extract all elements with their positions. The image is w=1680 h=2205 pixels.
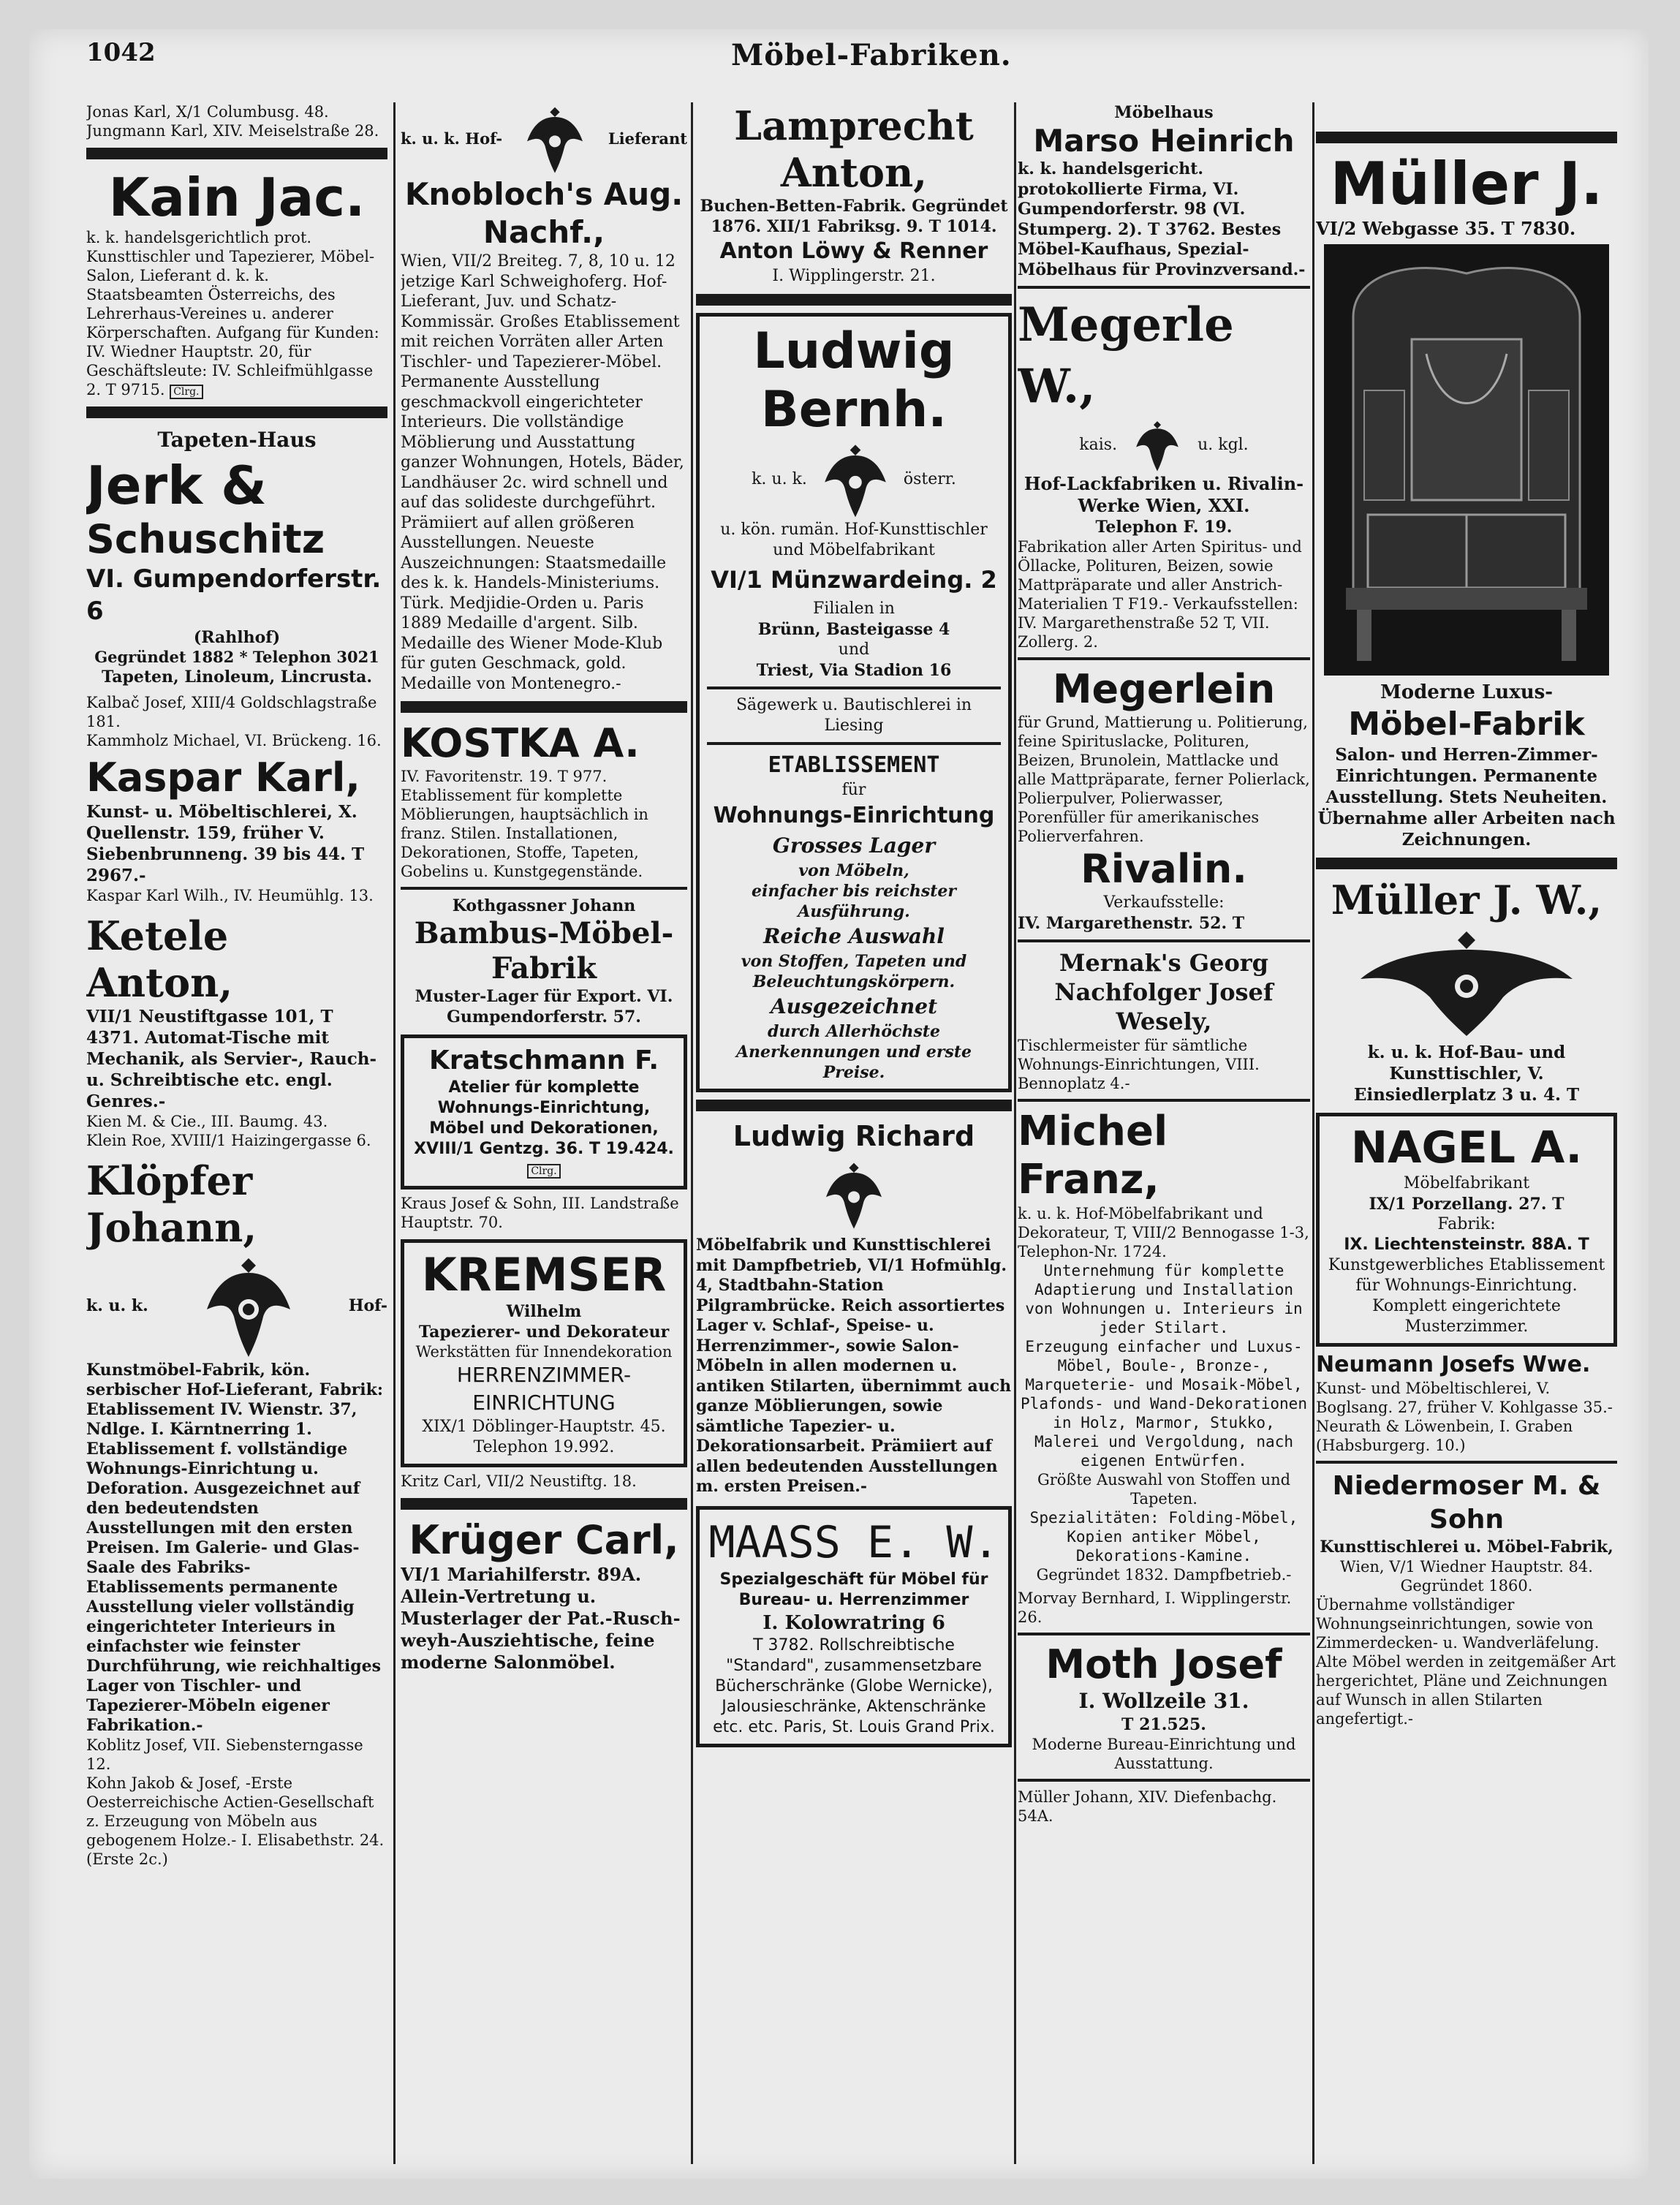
- mernak-name: Mernak's Georg: [1059, 949, 1269, 977]
- entry-morvay: Morvay Bernhard, I. Wipplingerstr. 26.: [1018, 1589, 1292, 1626]
- michel-text: k. u. k. Hof-Möbelfabrikant und Dekorateur, T, VIII/2 Bennogasse 1-3, Telephon-Nr. 1724.: [1018, 1205, 1309, 1260]
- ludwig-bernh-ad: [696, 313, 1012, 1092]
- jerk-name-2: Schuschitz: [86, 516, 325, 562]
- double-eagle-icon: [201, 1251, 296, 1361]
- lowy-addr: I. Wipplingerstr. 21.: [772, 267, 936, 285]
- lager-1: Grosses Lager: [772, 833, 936, 858]
- kremser-ad: [401, 1239, 687, 1467]
- kruger-text: VI/1 Mariahilferstr. 89A. Allein-Vertretung u. Musterlager der Pat.-Rusch-weyh-Ausziehtische, feine moderne Salonmöbel.: [401, 1564, 681, 1673]
- entry-kaspar-wilh: Kaspar Karl Wilh., IV. Heumühlg. 13.: [86, 887, 374, 904]
- klopfer-emblem-row: [86, 1251, 387, 1361]
- marso-text: k. k. handelsgericht. protokollierte Firma, VI. Gumpendorferstr. 98 (VI. Stumperg. 2). T 3762. Bestes Möbel-Kaufhaus, Spezial-Möbelhaus für Provinzversand.-: [1018, 159, 1306, 279]
- richard-text: Möbelfabrik und Kunsttischlerei mit Dampfbetrieb, VI/1 Hofmühlg. 4, Stadtbahn-Station Pilgrambrücke. Reich assortiertes Lager v. Schlaf-, Speise- u. Herrenzimmer-, sowie Salon-Möbeln in allen modernen u. antiken Stilarten, übernimmt auch ganze Möblierungen, sowie sämtliche Tapezier- u. Dekorationsarbeit. Prämiiert auf allen bedeutenden Ausstellungen m. ersten Preisen.-: [696, 1236, 1012, 1496]
- ketele-text: VII/1 Neustiftgasse 101, T 4371. Automat-Tische mit Mechanik, als Servier-, Rauch- u. Schreibtische etc. engl. Genres.-: [86, 1007, 377, 1111]
- ludwig-saeg: Sägewerk u. Bautischlerei in Liesing: [735, 696, 972, 735]
- michel-gegr: Gegründet 1832. Dampfbetrieb.-: [1036, 1566, 1292, 1584]
- ludwig-triest: Triest, Via Stadion 16: [756, 661, 952, 680]
- kostka-name: KOSTKA A.: [401, 720, 640, 766]
- divider: [696, 294, 1012, 306]
- nagel-addr: IX/1 Porzellang. 27. T: [1369, 1195, 1564, 1214]
- column-divider: [1312, 102, 1314, 2164]
- megerle-tel: Telephon F. 19.: [1095, 518, 1233, 537]
- double-eagle-icon: [1132, 417, 1183, 473]
- knob-lieferant: Lieferant: [608, 129, 687, 148]
- rivalin-vk: Verkaufsstelle:: [1103, 893, 1225, 912]
- kostka-text: IV. Favoritenstr. 19. T 977. Etablissement für komplette Möblierungen, hauptsächlich in franz. Stilen. Installationen, Dekorationen, Stoffe, Tapeten, Gobelins u. Kunstgegenstände.: [401, 768, 648, 880]
- moth-name: Moth Josef: [1045, 1641, 1282, 1687]
- ludwig-bernh-name: Ludwig Bernh.: [753, 322, 955, 439]
- entry-muller-johann: Müller Johann, XIV. Diefenbachg. 54A.: [1018, 1788, 1277, 1825]
- klopfer-text: Kunstmöbel-Fabrik, kön. serbischer Hof-Lieferant, Fabrik: Etablissement IV. Wienstr. 37, Ndlge. I. Kärntnerring 1. Etablissement f. vollständige Wohnungs-Einrichtung u. Deforation. Ausgezeichnet auf den bedeutendsten Ausstellungen mit den ersten Preisen. Im Galerie- und Glas-Saale des Fabriks-Etablissements permanente Ausstellung vieler vollständig eingerichteter Interieurs in einfachster wie feinster Durchführung, wie reichhaltiges Lager von Tischler- und Tapezierer-Möbeln eigener Fabrikation.-: [86, 1361, 383, 1735]
- divider: [401, 701, 687, 713]
- ludwig-roman: u. kön. rumän. Hof-Kunsttischler: [720, 521, 988, 539]
- neumann-text: Kunst- und Möbeltischlerei, V. Boglsang. 27, früher V. Kohlgasse 35.-: [1316, 1380, 1613, 1416]
- muller-name: Müller J.: [1330, 150, 1603, 218]
- nieder-text: Übernahme vollständiger Wohnungseinrichtungen, sowie von Zimmerdecken- u. Wandverläfelung. Alte Möbel werden in zeitgemäßer Art hergerichtet, Pläne und Zeichnungen auf Wunsch in allen Stilarten angefertigt.-: [1316, 1596, 1616, 1728]
- megerle-kais: kais.: [1079, 436, 1118, 454]
- column-1: [86, 102, 387, 2179]
- mullerjw-text: k. u. k. Hof-Bau- und Kunsttischler, V. Einsiedlerplatz 3 u. 4. T: [1353, 1043, 1580, 1105]
- mernak-text: Tischlermeister für sämtliche Wohnungs-Einrichtungen, VIII. Bennoplatz 4.-: [1018, 1037, 1260, 1092]
- nagel-text-2: Komplett eingerichtete Musterzimmer.: [1372, 1297, 1561, 1336]
- page-number: 1042: [86, 38, 156, 67]
- knob-emblem-row: [401, 102, 687, 175]
- kain-name: Kain Jac.: [108, 167, 366, 228]
- moth-addr: I. Wollzeile 31.: [1078, 1689, 1249, 1713]
- entry-kohn: Kohn Jakob & Josef, -Erste Oesterreichische Actien-Gesellschaft z. Erzeugung von Möbeln aus gebogenem Holze.- I. Elisabethstr. 24. (Erste 2c.): [86, 1774, 385, 1868]
- jerk-sub: (Rahlhof): [193, 628, 281, 647]
- kremser-addr: XIX/1 Döblinger-Hauptstr. 45.: [422, 1418, 666, 1436]
- stoffe: von Stoffen, Tapeten und Beleuchtungskörpern.: [741, 952, 967, 991]
- ausg: Ausgezeichnet: [770, 994, 938, 1018]
- double-eagle-icon: [819, 439, 892, 520]
- cabinet-illustration: [1324, 244, 1609, 676]
- entry-kalbac: Kalbač Josef, XIII/4 Goldschlagstraße 181.: [86, 694, 377, 730]
- rivalin-addr: IV. Margarethenstr. 52. T: [1018, 914, 1245, 933]
- megerle-name: Megerle W.,: [1018, 298, 1234, 414]
- column-divider: [691, 102, 693, 2164]
- muller-adv-2: Möbel-Fabrik: [1348, 706, 1585, 743]
- column-4: [1018, 102, 1310, 2179]
- kruger-name: Krüger Carl,: [409, 1517, 679, 1563]
- koth-text: Muster-Lager für Export. VI. Gumpendorferstr. 57.: [415, 987, 673, 1026]
- megerle-emblem-row: [1018, 417, 1310, 473]
- kremser-prof: Tapezierer- und Dekorateur: [418, 1323, 670, 1342]
- divider: [1018, 939, 1310, 942]
- double-eagle-icon: [1357, 928, 1576, 1037]
- divider: [1018, 1779, 1310, 1782]
- megerlein-text: für Grund, Mattierung u. Politierung, feine Spirituslacke, Polituren, Beizen, Brunolein, Mattlacke und alle Mattpräparate, ferner Polierlack, Polierpulver, Polierwasser, Porenfüller für amerikanisches Polierverfahren.: [1018, 714, 1310, 845]
- clrg-badge: Clrg.: [170, 385, 203, 399]
- column-3: [696, 102, 1012, 2179]
- divider: [401, 887, 687, 890]
- nagel-sub: Möbelfabrikant: [1403, 1174, 1530, 1192]
- michel-grosste: Größte Auswahl von Stoffen und Tapeten.: [1037, 1471, 1291, 1508]
- kremser-tel: Telephon 19.992.: [473, 1438, 615, 1456]
- divider: [1018, 286, 1310, 289]
- lager-2: von Möbeln,: [798, 861, 909, 880]
- column-2: [401, 102, 687, 2179]
- nagel-text: Kunstgewerbliches Etablissement für Wohnungs-Einrichtung.: [1328, 1256, 1605, 1295]
- megerlein-name: Megerlein: [1052, 666, 1276, 712]
- knob-name: Knobloch's Aug. Nachf.,: [404, 176, 684, 250]
- jerk-tel: Gegründet 1882 * Telephon 3021: [94, 648, 379, 666]
- kremser-spec: HERRENZIMMER-EINRICHTUNG: [456, 1363, 632, 1415]
- lamprecht-text: Buchen-Betten-Fabrik. Gegründet 1876. XII/1 Fabriksg. 9. T 1014.: [700, 197, 1008, 236]
- etab-wohn: Wohnungs-Einrichtung: [713, 803, 995, 828]
- kratschmann-ad: [401, 1035, 687, 1190]
- jerk-addr: VI. Gumpendorferstr. 6: [86, 564, 382, 626]
- maass-ad: [696, 1506, 1012, 1747]
- ludwig-oster: österr.: [903, 470, 956, 488]
- knob-text: Wien, VII/2 Breiteg. 7, 8, 10 u. 12 jetzige Karl Schweighoferg. Hof-Lieferant, Juv. und Schatz-Kommissär. Großes Etablissement mit reichen Vorräten aller Arten Tischler- und Tapezierer-Möbel. Permanente Ausstellung geschmackvoll eingerichteter Interieurs. Die vollständige Möblierung und Ausstattung ganzer Wohnungen, Hotels, Bäder, Landhäuser 2c. wird schnell und auf das solideste durchgeführt. Prämiiert auf allen größeren Ausstellungen. Neueste Auszeichnungen: Staatsmedaille des k. k. Handels-Ministeriums. Türk. Medjidie-Orden u. Paris 1889 Medaille d'argent. Silb. Medaille des Wiener Mode-Klub für guten Geschmack, gold. Medaille von Montenegro.-: [401, 252, 684, 693]
- double-eagle-icon: [522, 102, 588, 175]
- entry-kraus: Kraus Josef & Sohn, III. Landstraße Hauptstr. 70.: [401, 1195, 679, 1231]
- lager-3: einfacher bis reichster: [752, 882, 956, 901]
- divider: [401, 1498, 687, 1510]
- rivalin-name: Rivalin.: [1081, 846, 1247, 892]
- knob-kuk: k. u. k. Hof-: [401, 129, 503, 148]
- nieder-name: Niedermoser M. & Sohn: [1332, 1471, 1601, 1535]
- michel-spez: Spezialitäten: Folding-Möbel, Kopien antiker Möbel, Dekorations-Kamine.: [1029, 1509, 1298, 1565]
- clrg-badge: Clrg.: [527, 1164, 560, 1179]
- divider: [707, 687, 1001, 689]
- kremser-work: Werkstätten für Innendekoration: [415, 1343, 673, 1361]
- megerle-text: Fabrikation aller Arten Spiritus- und Öllacke, Polituren, Beizen, sowie Mattpräparate und aller Anstrich-Materialien T F19.- Verkaufsstellen: IV. Margarethenstraße 52 T, VII. Zollerg. 2.: [1018, 538, 1302, 651]
- kremser-first: Wilhelm: [506, 1302, 582, 1321]
- ludwig-emblem-row: [707, 439, 1001, 520]
- nieder-sub: Kunsttischlerei u. Möbel-Fabrik,: [1320, 1538, 1613, 1557]
- klopfer-name: Klöpfer Johann,: [86, 1157, 257, 1251]
- marso-name: Marso Heinrich: [1033, 123, 1295, 159]
- kaspar-name: Kaspar Karl,: [86, 754, 360, 801]
- megerle-kgl: u. kgl.: [1197, 436, 1249, 454]
- krat-name: Kratschmann F.: [428, 1045, 659, 1075]
- jerk-name-1: Jerk &: [86, 455, 267, 516]
- divider: [1018, 1633, 1310, 1635]
- double-eagle-icon: [821, 1158, 887, 1231]
- muller-addr: VI/2 Webgasse 35. T 7830.: [1316, 218, 1576, 239]
- moth-text: Moderne Bureau-Einrichtung und Ausstattung.: [1032, 1736, 1296, 1772]
- michel-erz: Erzeugung einfacher und Luxus-Möbel, Boule-, Bronze-, Marqueterie- und Mosaik-Möbel, Plafonds- und Wand-Dekorationen in Holz, Marmor, Stukko, Malerei und Vergoldung, nach eigenen Entwürfen.: [1021, 1338, 1307, 1470]
- kremser-name: KREMSER: [421, 1248, 667, 1301]
- divider: [1316, 1461, 1617, 1464]
- kaspar-text: Kunst- u. Möbeltischlerei, X. Quellenstr. 159, früher V. Siebenbrunneng. 39 bis 44. T 2967.-: [86, 802, 365, 885]
- ludwig-mobel: und Möbelfabrikant: [773, 541, 935, 559]
- ausg-text: durch Allerhöchste Anerkennungen und erste Preise.: [735, 1022, 972, 1082]
- divider: [696, 1100, 1012, 1111]
- divider: [86, 406, 387, 418]
- koth-name: Bambus-Möbel-Fabrik: [414, 916, 674, 986]
- maass-spec: Spezialgeschäft für Möbel für Bureau- u. Herrenzimmer: [719, 1570, 988, 1609]
- nagel-fab-addr: IX. Liechtensteinstr. 88A. T: [1344, 1236, 1589, 1254]
- michel-unter: Unternehmung für komplette Adaptierung und Installation von Wohnungen u. Interieurs in jeder Stilart.: [1025, 1262, 1303, 1336]
- kain-text: k. k. handelsgerichtlich prot. Kunsttischler und Tapezierer, Möbel-Salon, Lieferant d. k. k. Staatsbeamten Österreichs, des Lehrerhaus-Vereines u. anderer Körperschaften. Aufgang für Kunden: IV. Wiedner Hauptstr. 20, für Geschäftsleute: IV. Schleifmühlgasse 2. T 9715. Clrg.: [86, 229, 379, 398]
- ludwig-addr: VI/1 Münzwardeing. 2: [711, 566, 997, 594]
- entry-jungmann: Jungmann Karl, XIV. Meiselstraße 28.: [86, 122, 379, 140]
- mullerjw-name: Müller J. W.,: [1331, 877, 1603, 923]
- divider: [86, 148, 387, 159]
- nieder-addr: Wien, V/1 Wiedner Hauptstr. 84. Gegründet 1860.: [1340, 1558, 1593, 1595]
- jerk-goods: Tapeten, Linoleum, Lincrusta.: [101, 667, 373, 687]
- column-divider: [393, 102, 396, 2164]
- ludwig-fil: Filialen in: [813, 600, 895, 618]
- ketele-name: Ketele Anton,: [86, 912, 233, 1006]
- moth-tel: T 21.525.: [1121, 1715, 1206, 1734]
- mernak-name-2: Nachfolger Josef Wesely,: [1054, 978, 1274, 1035]
- klopfer-kuk: k. u. k.: [86, 1296, 148, 1315]
- divider: [1018, 657, 1310, 660]
- divider: [707, 742, 1001, 745]
- nagel-name: NAGEL A.: [1350, 1122, 1583, 1173]
- ludwig-und: und: [838, 640, 870, 659]
- marso-pre: Möbelhaus: [1114, 103, 1214, 122]
- divider: [1018, 1099, 1310, 1102]
- lager-4: Ausführung.: [798, 902, 910, 921]
- entry-kammholz: Kammholz Michael, VI. Brückeng. 16.: [86, 732, 382, 749]
- klopfer-hof: Hof-: [348, 1296, 387, 1315]
- muller-adv-1: Moderne Luxus-: [1380, 681, 1554, 703]
- nagel-fab: Fabrik:: [1437, 1215, 1496, 1233]
- divider: [1316, 132, 1617, 143]
- megerle-hof: Hof-Lackfabriken u. Rivalin-Werke Wien, XXI.: [1023, 473, 1304, 516]
- koth-pre: Kothgassner Johann: [452, 896, 636, 915]
- etab-fur: für: [841, 781, 866, 799]
- krat-text: Atelier für komplette Wohnungs-Einrichtung, Möbel und Dekorationen, XVIII/1 Gentzg. 36. T 19.424.: [414, 1078, 674, 1158]
- divider: [1316, 858, 1617, 869]
- reiche: Reiche Auswahl: [763, 924, 945, 948]
- muller-adv-3: Salon- und Herren-Zimmer-Einrichtungen. Permanente Ausstellung. Stets Neuheiten. Übernahme aller Arbeiten nach Zeichnungen.: [1317, 745, 1616, 850]
- column-5: [1316, 102, 1617, 2179]
- ludwig-kuk: k. u. k.: [752, 470, 807, 488]
- lowy-name: Anton Löwy & Renner: [719, 238, 988, 264]
- ludwig-brunn: Brünn, Basteigasse 4: [757, 620, 950, 639]
- entry-koblitz: Koblitz Josef, VII. Siebensterngasse 12.: [86, 1736, 363, 1773]
- maass-name: MAASS E. W.: [708, 1516, 999, 1568]
- maass-addr: I. Kolowratring 6: [763, 1611, 945, 1634]
- column-divider: [1014, 102, 1016, 2164]
- lamprecht-name: Lamprecht Anton,: [734, 102, 974, 196]
- jerk-pre: Tapeten-Haus: [157, 428, 317, 452]
- entry-klein: Klein Roe, XVIII/1 Haizingergasse 6.: [86, 1132, 371, 1149]
- michel-name: Michel Franz,: [1018, 1108, 1168, 1203]
- maass-text: T 3782. Rollschreibtische "Standard", zusammensetzbare Bücherschränke (Globe Wernicke), Jalousieschränke, Aktenschränke etc. etc. Paris, St. Louis Grand Prix.: [713, 1635, 995, 1736]
- etab-title: ETABLISSEMENT: [768, 752, 940, 778]
- entry-jonas: Jonas Karl, X/1 Columbusg. 48.: [86, 103, 329, 121]
- entry-neurath: Neurath & Löwenbein, I. Graben (Habsburgerg. 10.): [1316, 1418, 1573, 1454]
- entry-kritz: Kritz Carl, VII/2 Neustiftg. 18.: [401, 1472, 637, 1490]
- neumann-name: Neumann Josefs Wwe.: [1316, 1352, 1591, 1377]
- entry-kien: Kien M. & Cie., III. Baumg. 43.: [86, 1113, 328, 1130]
- richard-name: Ludwig Richard: [733, 1120, 975, 1152]
- nagel-ad: [1316, 1113, 1617, 1347]
- page-title: Möbel-Fabriken.: [731, 38, 1012, 72]
